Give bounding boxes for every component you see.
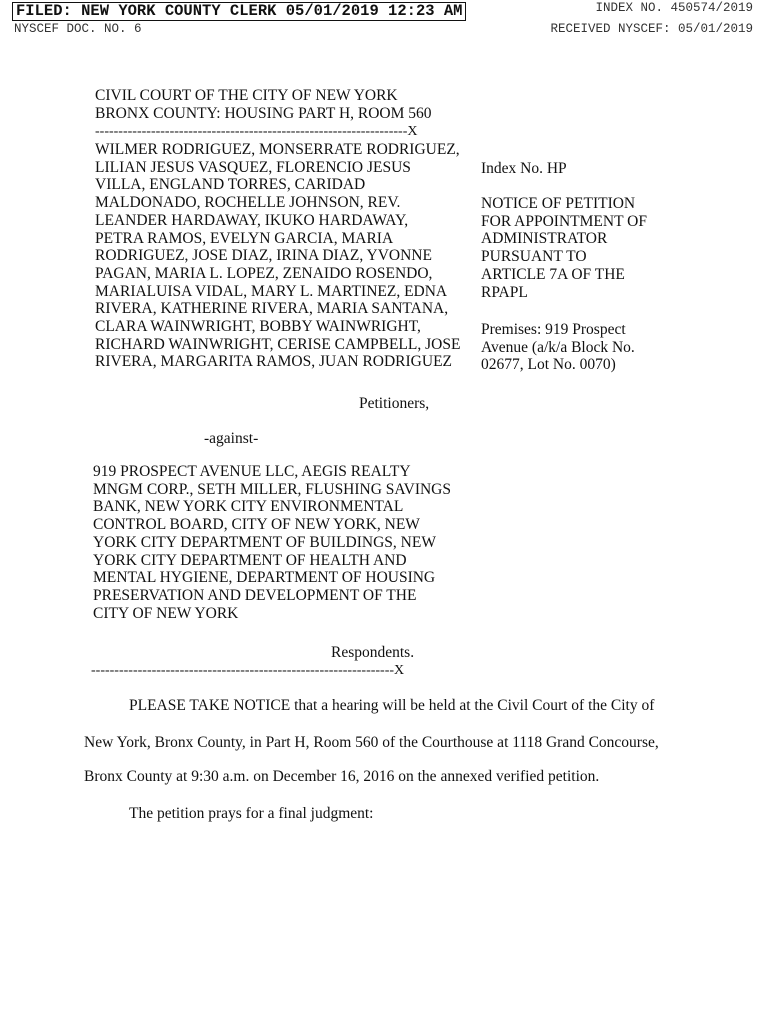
respondents-list [93,463,451,622]
title-line: NOTICE OF PETITION [481,195,636,212]
against-label: -against- [204,430,259,447]
petitioner-line: WILMER RODRIGUEZ, MONSERRATE RODRIGUEZ, [95,141,460,158]
premises-line: Avenue (a/k/a Block No. [481,338,635,356]
notice-paragraph-line: New York, Bronx County, in Part H, Room 560 of the Courthouse at 1118 Grand Concourse, [84,734,659,751]
premises-line: 02677, Lot No. 0070) [481,356,616,374]
petitioner-line: RICHARD WAINWRIGHT, CERISE CAMPBELL, JOSE [95,335,461,353]
title-line: ADMINISTRATOR [481,230,608,248]
petitioner-line: CLARA WAINWRIGHT, BOBBY WAINWRIGHT, [95,318,421,336]
petitioner-line: PETRA RAMOS, EVELYN GARCIA, MARIA [95,229,394,247]
premises-block [481,321,635,374]
respondent-line: PRESERVATION AND DEVELOPMENT OF THE [93,586,417,604]
received-date: RECEIVED NYSCEF: 05/01/2019 [550,22,753,36]
court-line: CIVIL COURT OF THE CITY OF NEW YORK [95,87,398,104]
petitioner-line: RODRIGUEZ, JOSE DIAZ, IRINA DIAZ, YVONNE [95,247,432,265]
caption-rule-bottom: -----------------------------------------------------------------X [91,663,405,678]
index-number-header: INDEX NO. 450574/2019 [595,1,753,15]
petitioner-line: MALDONADO, ROCHELLE JOHNSON, REV. [95,194,401,212]
petitioners-label: Petitioners, [359,395,430,412]
petitioner-line: VILLA, ENGLAND TORRES, CARIDAD [95,176,366,194]
petitioner-line: LEANDER HARDAWAY, IKUKO HARDAWAY, [95,211,409,229]
court-heading [95,87,432,122]
premises-line: Premises: 919 Prospect [481,321,626,338]
title-line: PURSUANT TO [481,248,587,266]
respondent-line: BANK, NEW YORK CITY ENVIRONMENTAL [93,498,404,516]
petitioners-list [95,141,460,371]
caption-rule-top: -------------------------------------------------------------------X [95,124,418,139]
court-line: BRONX COUNTY: HOUSING PART H, ROOM 560 [95,104,432,122]
nyscef-doc-number: NYSCEF DOC. NO. 6 [14,22,142,36]
respondent-line: MENTAL HYGIENE, DEPARTMENT OF HOUSING [93,569,436,587]
petitioner-line: MARIALUISA VIDAL, MARY L. MARTINEZ, EDNA [95,282,448,300]
respondent-line: 919 PROSPECT AVENUE LLC, AEGIS REALTY [93,463,411,480]
index-number-field: Index No. HP [481,160,567,177]
respondent-line: YORK CITY DEPARTMENT OF HEALTH AND [93,551,407,569]
notice-paragraph-line: Bronx County at 9:30 a.m. on December 16, 2016 on the annexed verified petition. [84,768,600,785]
document-title [481,195,647,301]
respondents-label: Respondents. [331,644,415,661]
filed-stamp: FILED: NEW YORK COUNTY CLERK 05/01/2019 12:23 AM [12,2,466,21]
respondent-line: CONTROL BOARD, CITY OF NEW YORK, NEW [93,516,420,534]
title-line: RPAPL [481,283,528,301]
petitioner-line: LILIAN JESUS VASQUEZ, FLORENCIO JESUS [95,158,411,176]
notice-paragraph-line: PLEASE TAKE NOTICE that a hearing will be held at the Civil Court of the City of [129,697,655,714]
title-line: FOR APPOINTMENT OF [481,212,647,230]
petitioner-line: RIVERA, KATHERINE RIVERA, MARIA SANTANA, [95,300,449,318]
prays-line: The petition prays for a final judgment: [129,805,374,822]
respondent-line: MNGM CORP., SETH MILLER, FLUSHING SAVINGS [93,480,451,498]
respondent-line: CITY OF NEW YORK [93,604,239,622]
petitioner-line: RIVERA, MARGARITA RAMOS, JUAN RODRIGUEZ [95,353,452,371]
respondent-line: YORK CITY DEPARTMENT OF BUILDINGS, NEW [93,533,436,551]
petitioner-line: PAGAN, MARIA L. LOPEZ, ZENAIDO ROSENDO, [95,264,433,282]
title-line: ARTICLE 7A OF THE [481,265,625,283]
